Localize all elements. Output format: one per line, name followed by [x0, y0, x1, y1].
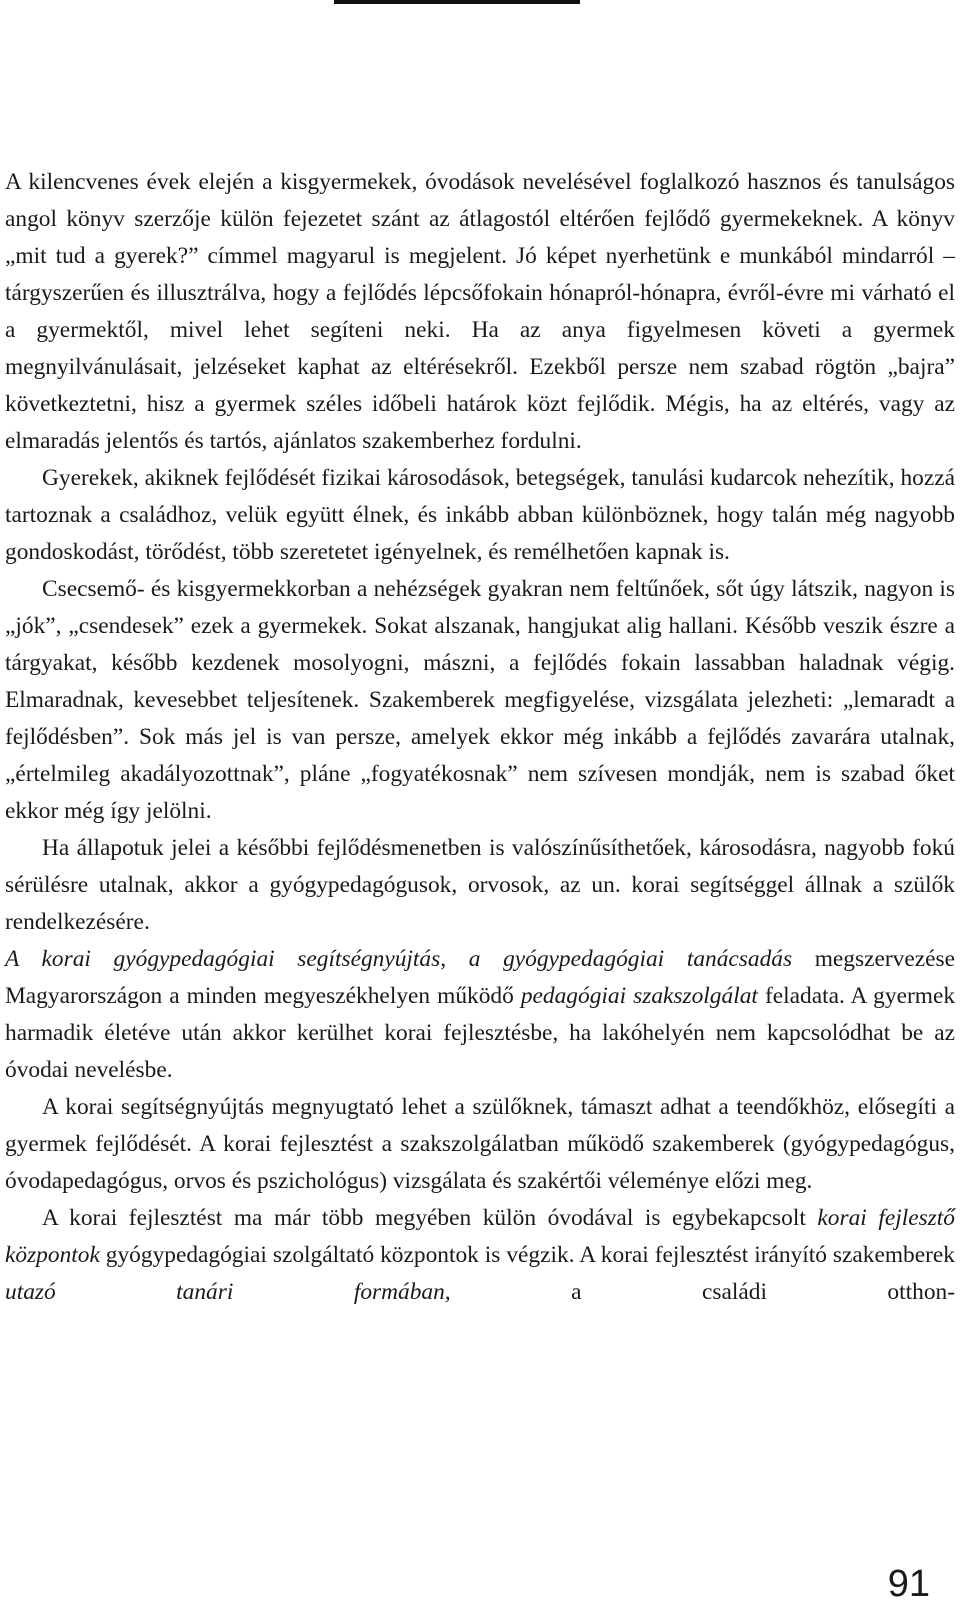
paragraph-5 [5, 941, 955, 1089]
body-text [5, 164, 955, 1311]
paragraph-7-text-3: a családi otthon- [450, 1279, 955, 1305]
paragraph-3: Csecsemő- és kisgyermekkorban a nehézségek gyakran nem feltűnőek, sőt úgy látszik, nagyon is „jók”, „csendesek” ezek a gyermekek. Sokat alszanak, hangjukat alig hallani. Később veszik észre a tárgyakat, később kezdenek mosolyogni, mászni, a fejlődés fokain lassabban haladnak végig. Elmaradnak, kevesebbet teljesítenek. Szakemberek megfigyelése, vizsgálata jelezheti: „lemaradt a fejlődésben”. Sok más jel is van persze, amelyek ekkor még inkább a fejlődés zavarára utalnak, „értelmileg akadályozottnak”, pláne „fogyatékosnak” nem szívesen mondják, nem is szabad őket ekkor még így jelölni. [5, 576, 955, 824]
emphasis-pedagogiai-szakszolgalat: pedagógiai szakszolgálat [520, 983, 758, 1009]
paragraph-5-text-1: megszervezése Magyarországon a minden megyeszékhelyen működő [5, 946, 955, 1009]
emphasis-utazo-tanari-formaban: utazó tanári formában, [5, 1279, 451, 1305]
paragraph-7-text-1: A korai fejlesztést ma már több megyében külön óvodával is egybekapcsolt [42, 1205, 818, 1231]
emphasis-korai-fejleszto-kozpontok: korai fejlesztő központok [5, 1205, 955, 1268]
emphasis-korai-segitsegnyujtas: A korai gyógypedagógiai segítségnyújtás, a gyógypedagógiai tanácsadás [5, 946, 793, 972]
page-number: 91 [887, 1563, 930, 1605]
paragraph-4: Ha állapotuk jelei a későbbi fejlődésmenetben is valószínűsíthetőek, károsodásra, nagyobb fokú sérülésre utalnak, akkor a gyógypedagógusok, orvosok, az un. korai segítséggel állnak a szülők rendelkezésére. [5, 835, 955, 935]
paragraph-6: A korai segítségnyújtás megnyugtató lehet a szülőknek, támaszt adhat a teendőkhöz, elősegíti a gyermek fejlődését. A korai fejlesztést a szakszolgálatban működő szakemberek (gyógypedagógus, óvodapedagógus, orvos és pszichológus) vizsgálata és szakértői véleménye előzi meg. [5, 1094, 955, 1194]
paragraph-2: Gyerekek, akiknek fejlődését fizikai károsodások, betegségek, tanulási kudarcok nehezítik, hozzá tartoznak a családhoz, velük együtt élnek, és inkább abban különböznek, hogy talán még nagyobb gondoskodást, törődést, több szeretetet igényelnek, és remélhetően kapnak is. [5, 465, 955, 565]
paragraph-7 [5, 1200, 955, 1311]
paragraph-7-text-2: gyógypedagógiai szolgáltató központok is végzik. A korai fejlesztést irányító szakemberek [99, 1242, 955, 1268]
paragraph-5-text-2: feladata. A gyermek harmadik életéve után akkor kerülhet korai fejlesztésbe, ha lakóhelyén nem kapcsolódhat be az óvodai nevelésbe. [5, 983, 956, 1083]
top-rule [334, 0, 580, 4]
paragraph-1: A kilencvenes évek elején a kisgyermekek, óvodások nevelésével foglalkozó hasznos és tanulságos angol könyv szerzője külön fejezetet szánt az átlagostól eltérően fejlődő gyermekeknek. A könyv „mit tud a gyerek?” címmel magyarul is megjelent. Jó képet nyerhetünk e munkából mindarról – tárgyszerűen és illusztrálva, hogy a fejlődés lépcsőfokain hónapról-hónapra, évről-évre mi várható el a gyermektől, mivel lehet segíteni neki. Ha az anya figyelmesen követi a gyermek megnyilvánulásait, jelzéseket kaphat az eltérésekről. Ezekből persze nem szabad rögtön „bajra” következtetni, hisz a gyermek széles időbeli határok közt fejlődik. Mégis, ha az eltérés, vagy az elmaradás jelentős és tartós, ajánlatos szakemberhez fordulni. [5, 169, 955, 454]
